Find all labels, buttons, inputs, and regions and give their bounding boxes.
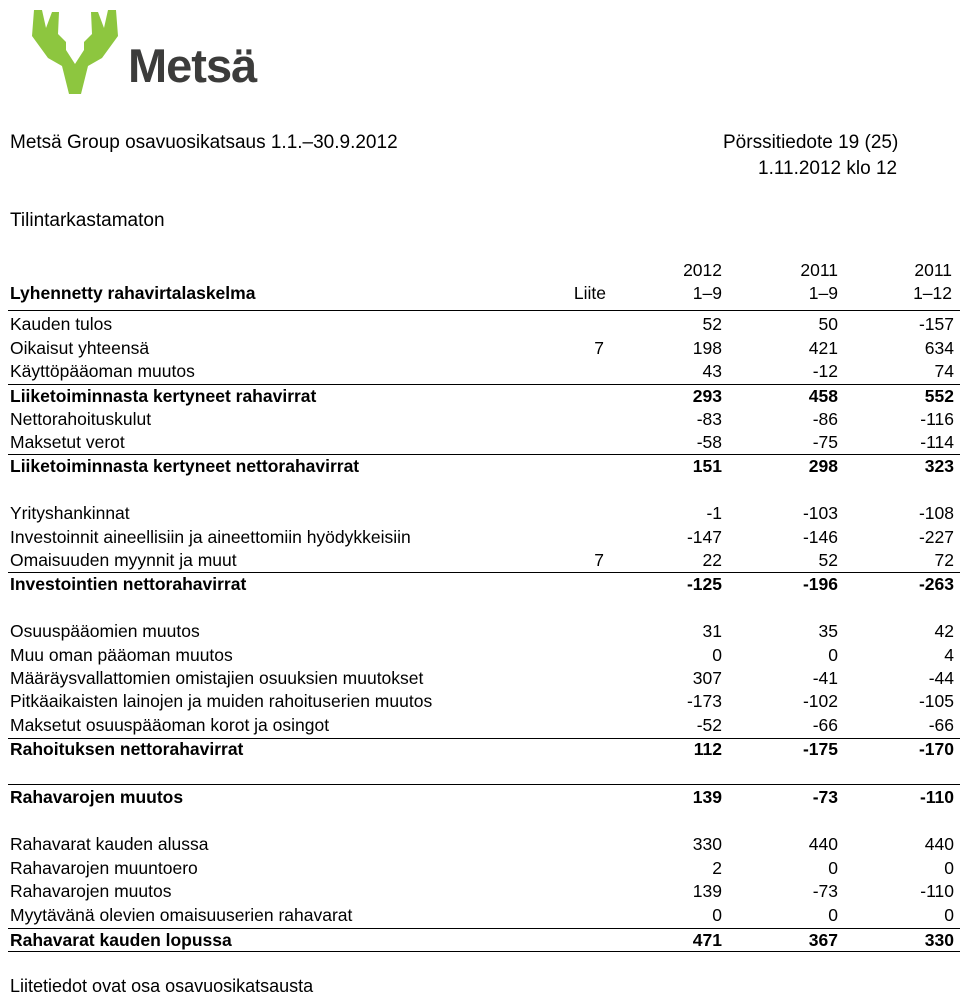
row-value-2011-1-9: -175: [802, 739, 838, 759]
table-row: [8, 620, 960, 642]
row-value-2012-1-9: -58: [696, 432, 722, 452]
row-label: Osuuspääomien muutos: [10, 621, 200, 641]
table-row: [8, 880, 960, 902]
row-label: Rahavarat kauden lopussa: [10, 930, 232, 950]
col2-year: 2011: [800, 260, 838, 280]
table-row: [8, 408, 960, 430]
table-row: [8, 360, 960, 382]
row-value-2011-1-9: -41: [812, 668, 838, 688]
row-value-2011-1-9: 458: [808, 386, 838, 406]
row-value-2011-1-12: 4: [944, 645, 954, 665]
rule-cash-change: [8, 784, 960, 785]
row-label: Rahavarojen muutos: [10, 881, 172, 901]
table-row-total: [8, 929, 960, 951]
col2-period: 1–9: [808, 283, 838, 303]
row-value-2011-1-12: 0: [944, 905, 954, 925]
row-value-2011-1-9: -73: [812, 881, 838, 901]
row-label: Määräysvallattomien omistajien osuuksien muutokset: [10, 668, 424, 688]
row-value-2012-1-9: 31: [702, 621, 722, 641]
row-label: Rahavarojen muutos: [10, 787, 184, 807]
row-value-2011-1-9: -86: [812, 409, 838, 429]
row-label: Käyttöpääoman muutos: [10, 361, 195, 381]
row-value-2012-1-9: 52: [702, 314, 722, 334]
table-row-subtotal: [8, 573, 960, 595]
row-value-2011-1-12: -44: [928, 668, 954, 688]
row-value-2012-1-9: -125: [686, 574, 722, 594]
row-value-2012-1-9: 112: [693, 739, 722, 759]
row-value-2011-1-12: -227: [918, 527, 954, 547]
footer-note: Liitetiedot ovat osa osavuosikatsausta: [10, 976, 314, 996]
metsa-logo: [32, 6, 272, 98]
table-row: [8, 644, 960, 666]
row-value-2011-1-9: 50: [818, 314, 838, 334]
row-value-2011-1-12: 440: [924, 834, 954, 854]
table-row: [8, 904, 960, 926]
row-value-2011-1-12: -116: [920, 409, 954, 429]
row-label: Rahavarat kauden alussa: [10, 834, 209, 854]
table-row: [8, 714, 960, 736]
row-value-2011-1-9: -102: [802, 691, 838, 711]
row-value-2011-1-12: -170: [918, 739, 954, 759]
table-row: [8, 313, 960, 335]
row-value-2011-1-12: -110: [919, 787, 954, 807]
row-value-2011-1-9: 0: [828, 858, 838, 878]
note-column-header: Liite: [573, 283, 606, 303]
table-row: [8, 431, 960, 453]
table-row-subtotal: [8, 738, 960, 760]
col3-year: 2011: [914, 260, 952, 280]
row-value-2011-1-12: 42: [934, 621, 954, 641]
row-label: Liiketoiminnasta kertyneet rahavirrat: [10, 386, 317, 406]
row-value-2012-1-9: -173: [686, 691, 722, 711]
row-value-2011-1-12: -66: [928, 715, 954, 735]
row-value-2011-1-9: 52: [818, 550, 838, 570]
row-value-2012-1-9: -1: [706, 503, 722, 523]
row-value-2012-1-9: -147: [686, 527, 722, 547]
row-label: Investointien nettorahavirrat: [10, 574, 247, 594]
table-row: [8, 337, 960, 359]
row-value-2012-1-9: 139: [692, 881, 722, 901]
row-value-2011-1-9: 35: [818, 621, 838, 641]
logo-wordmark: Metsä: [128, 39, 257, 92]
row-value-2012-1-9: 22: [702, 550, 722, 570]
table-row: [8, 857, 960, 879]
release-date: 1.11.2012 klo 12: [758, 158, 898, 179]
row-value-2011-1-12: 72: [934, 550, 954, 570]
table-row: [8, 526, 960, 548]
row-label: Maksetut osuuspääoman korot ja osingot: [10, 715, 330, 735]
row-value-2011-1-12: 634: [924, 338, 954, 358]
table-row-subtotal: [8, 455, 960, 477]
row-value-2011-1-12: -114: [920, 432, 954, 452]
row-value-2011-1-12: 330: [924, 930, 954, 950]
col1-year: 2012: [683, 260, 722, 280]
row-value-2012-1-9: 293: [692, 386, 722, 406]
table-row: [8, 833, 960, 855]
row-value-2011-1-9: -12: [812, 361, 838, 381]
row-value-2012-1-9: 0: [712, 905, 722, 925]
table-row: [8, 549, 960, 571]
col3-period: 1–12: [913, 283, 952, 303]
row-value-2011-1-12: 323: [924, 456, 954, 476]
row-value-2011-1-9: 0: [828, 645, 838, 665]
row-value-2011-1-9: -146: [802, 527, 838, 547]
row-label: Maksetut verot: [10, 432, 125, 452]
release-number: Pörssitiedote 19 (25): [723, 132, 899, 153]
row-value-2012-1-9: -83: [696, 409, 722, 429]
row-label: Oikaisut yhteensä: [10, 338, 150, 358]
row-note: 7: [594, 338, 604, 358]
row-value-2011-1-12: 74: [934, 361, 954, 381]
report-title: Metsä Group osavuosikatsaus 1.1.–30.9.2012: [10, 132, 398, 153]
row-value-2011-1-9: -196: [802, 574, 838, 594]
row-value-2012-1-9: -52: [696, 715, 722, 735]
row-value-2011-1-12: -108: [918, 503, 954, 523]
row-label: Yrityshankinnat: [10, 503, 130, 523]
audit-note: Tilintarkastamaton: [10, 210, 165, 231]
table-row: [8, 690, 960, 712]
row-value-2011-1-9: 421: [808, 338, 838, 358]
row-label: Kauden tulos: [10, 314, 113, 334]
row-label: Pitkäaikaisten lainojen ja muiden rahoituserien muutos: [10, 691, 433, 711]
row-value-2012-1-9: 330: [692, 834, 722, 854]
row-value-2012-1-9: 471: [692, 930, 722, 950]
row-label: Investoinnit aineellisiin ja aineettomiin hyödykkeisiin: [10, 527, 411, 547]
row-value-2011-1-12: -110: [920, 881, 954, 901]
row-value-2011-1-12: 552: [924, 386, 954, 406]
row-value-2012-1-9: 307: [692, 668, 722, 688]
row-value-2012-1-9: 198: [692, 338, 722, 358]
row-value-2012-1-9: 0: [712, 645, 722, 665]
row-label: Omaisuuden myynnit ja muut: [10, 550, 237, 570]
table-row-subtotal: [8, 385, 960, 407]
row-value-2012-1-9: 43: [702, 361, 722, 381]
row-value-2011-1-9: -103: [802, 503, 838, 523]
row-value-2012-1-9: 139: [692, 787, 722, 807]
row-value-2012-1-9: 151: [692, 456, 722, 476]
row-label: Rahavarojen muuntoero: [10, 858, 198, 878]
row-note: 7: [594, 550, 604, 570]
table-row-subtotal: [8, 786, 960, 808]
table-row: [8, 667, 960, 689]
row-value-2011-1-12: -157: [918, 314, 954, 334]
row-value-2012-1-9: 2: [712, 858, 722, 878]
header-rule: [8, 310, 960, 311]
row-value-2011-1-9: 367: [808, 930, 838, 950]
row-value-2011-1-9: 298: [808, 456, 838, 476]
row-value-2011-1-9: -73: [812, 787, 838, 807]
row-label: Liiketoiminnasta kertyneet nettorahavirrat: [10, 456, 360, 476]
row-value-2011-1-12: -105: [918, 691, 954, 711]
row-label: Muu oman pääoman muutos: [10, 645, 233, 665]
row-label: Myytävänä olevien omaisuuserien rahavarat: [10, 905, 353, 925]
table-row: [8, 502, 960, 524]
row-value-2011-1-9: -66: [812, 715, 838, 735]
row-value-2011-1-12: 0: [944, 858, 954, 878]
row-value-2011-1-12: -263: [918, 574, 954, 594]
row-value-2011-1-9: 0: [828, 905, 838, 925]
row-label: Nettorahoituskulut: [10, 409, 152, 429]
row-value-2011-1-9: -75: [812, 432, 838, 452]
moose-antlers-logo-icon: [32, 6, 122, 98]
row-label: Rahoituksen nettorahavirrat: [10, 739, 244, 759]
col1-period: 1–9: [692, 283, 722, 303]
table-title: Lyhennetty rahavirtalaskelma: [10, 283, 256, 303]
row-value-2011-1-9: 440: [808, 834, 838, 854]
rule-bottom: [8, 951, 960, 952]
